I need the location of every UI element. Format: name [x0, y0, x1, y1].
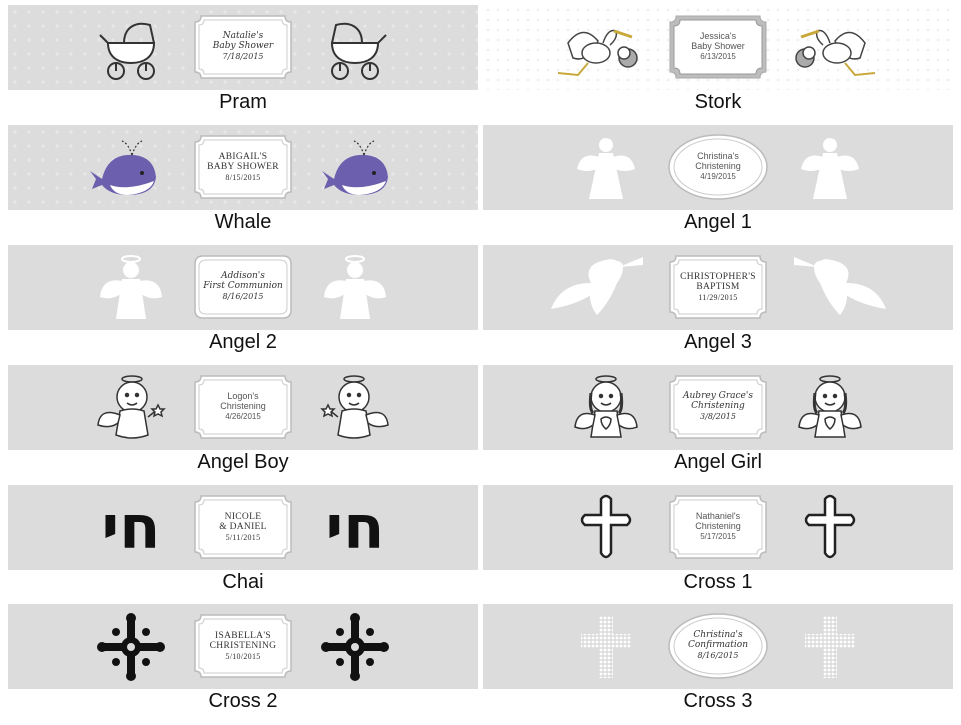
plaque-date: 8/15/2015: [225, 172, 261, 182]
plaque-date: 8/16/2015: [697, 650, 739, 660]
pram-icon: [320, 13, 390, 83]
angel-girl-icon: [571, 373, 641, 443]
whale-icon: [320, 133, 400, 203]
angel-icon: [571, 133, 641, 203]
whale-icon: [88, 133, 168, 203]
banner: [483, 245, 953, 330]
plaque-line-1: ISABELLA'S: [215, 630, 271, 641]
plaque-date: 6/13/2015: [700, 51, 736, 61]
ornate-cross-icon: [320, 612, 390, 682]
pram-icon: [96, 13, 166, 83]
name-plaque: [668, 134, 768, 200]
plaque-date: 4/19/2015: [700, 171, 736, 181]
dotted-cross-icon: [571, 612, 641, 682]
banner: [8, 245, 478, 330]
angel-boy-icon: [320, 373, 390, 443]
plaque-line-1: CHRISTOPHER'S: [680, 271, 756, 282]
design-name: Angel Boy: [197, 451, 289, 473]
plaque-date: 7/18/2015: [222, 51, 264, 61]
design-name: Angel 2: [209, 331, 277, 353]
name-plaque: [668, 613, 768, 679]
plaque-line-2: Baby Shower: [691, 41, 745, 52]
design-name: Cross 1: [683, 571, 753, 593]
angel-icon: [320, 253, 390, 323]
banner: [483, 125, 953, 210]
plaque-line-2: Christening: [220, 401, 266, 412]
plaque-date: 8/16/2015: [222, 291, 264, 301]
design-name: Cross 2: [208, 690, 278, 712]
plaque-line-2: Confirmation: [687, 640, 749, 651]
chai-symbol-icon: חי: [325, 493, 385, 563]
plaque-line-2: First Communion: [203, 281, 283, 292]
angel-icon: [96, 253, 166, 323]
banner: [8, 485, 478, 570]
plaque-line-1: Addison's: [221, 271, 265, 282]
plaque-line-1: NICOLE: [224, 511, 262, 522]
name-plaque: [668, 374, 768, 440]
stork-icon: [785, 13, 875, 83]
name-plaque: [193, 374, 293, 440]
design-name: Chai: [222, 571, 264, 593]
name-plaque: [668, 14, 768, 80]
design-name: Stork: [694, 91, 742, 113]
design-name: Angel Girl: [674, 451, 762, 473]
plaque-date: 3/8/2015: [700, 411, 736, 421]
banner: [8, 125, 478, 210]
banner: [483, 365, 953, 450]
banner: [483, 604, 953, 689]
plaque-line-2: & DANIEL: [219, 522, 267, 533]
plaque-date: 5/17/2015: [700, 531, 736, 541]
name-plaque: [193, 494, 293, 560]
design-name: Cross 3: [683, 690, 753, 712]
plaque-date: 5/10/2015: [225, 651, 261, 661]
trumpet-angel-icon: [791, 253, 886, 323]
plaque-line-2: Christening: [695, 161, 741, 172]
design-name: Angel 1: [684, 211, 752, 233]
plaque-line-2: BABY SHOWER: [207, 162, 279, 173]
angel-girl-icon: [795, 373, 865, 443]
plaque-date: 11/29/2015: [698, 292, 738, 302]
name-plaque: [668, 254, 768, 320]
plaque-line-2: Christening: [695, 521, 741, 532]
plaque-line-2: BAPTISM: [696, 282, 740, 293]
design-name: Angel 3: [684, 331, 752, 353]
name-plaque: [193, 613, 293, 679]
plaque-line-2: Christening: [691, 401, 745, 412]
trumpet-angel-icon: [551, 253, 646, 323]
design-name: Pram: [219, 91, 267, 113]
name-plaque: [193, 14, 293, 80]
angel-icon: [795, 133, 865, 203]
banner: [8, 365, 478, 450]
angel-boy-icon: [96, 373, 166, 443]
banner: [483, 485, 953, 570]
cross-icon: [795, 493, 865, 563]
ornate-cross-icon: [96, 612, 166, 682]
stork-icon: [558, 13, 648, 83]
plaque-line-2: CHRISTENING: [209, 641, 277, 652]
banner: [483, 5, 953, 90]
plaque-line-1: Aubrey Grace's: [683, 391, 753, 402]
plaque-date: 5/11/2015: [225, 532, 261, 542]
plaque-line-2: Baby Shower: [212, 41, 274, 52]
plaque-date: 4/26/2015: [225, 411, 261, 421]
chai-symbol-icon: חי: [101, 493, 161, 563]
name-plaque: [193, 134, 293, 200]
name-plaque: [193, 254, 293, 320]
banner: [8, 5, 478, 90]
dotted-cross-icon: [795, 612, 865, 682]
name-plaque: [668, 494, 768, 560]
plaque-line-1: ABIGAIL'S: [218, 151, 268, 162]
cross-icon: [571, 493, 641, 563]
design-name: Whale: [214, 211, 272, 233]
plaque-line-1: Natalie's: [222, 31, 264, 42]
banner: [8, 604, 478, 689]
plaque-line-1: Christina's: [697, 151, 739, 162]
plaque-line-1: Jessica's: [699, 31, 737, 42]
plaque-line-1: Christina's: [693, 630, 743, 641]
plaque-line-1: Logon's: [227, 391, 259, 402]
plaque-line-1: Nathaniel's: [695, 511, 741, 522]
